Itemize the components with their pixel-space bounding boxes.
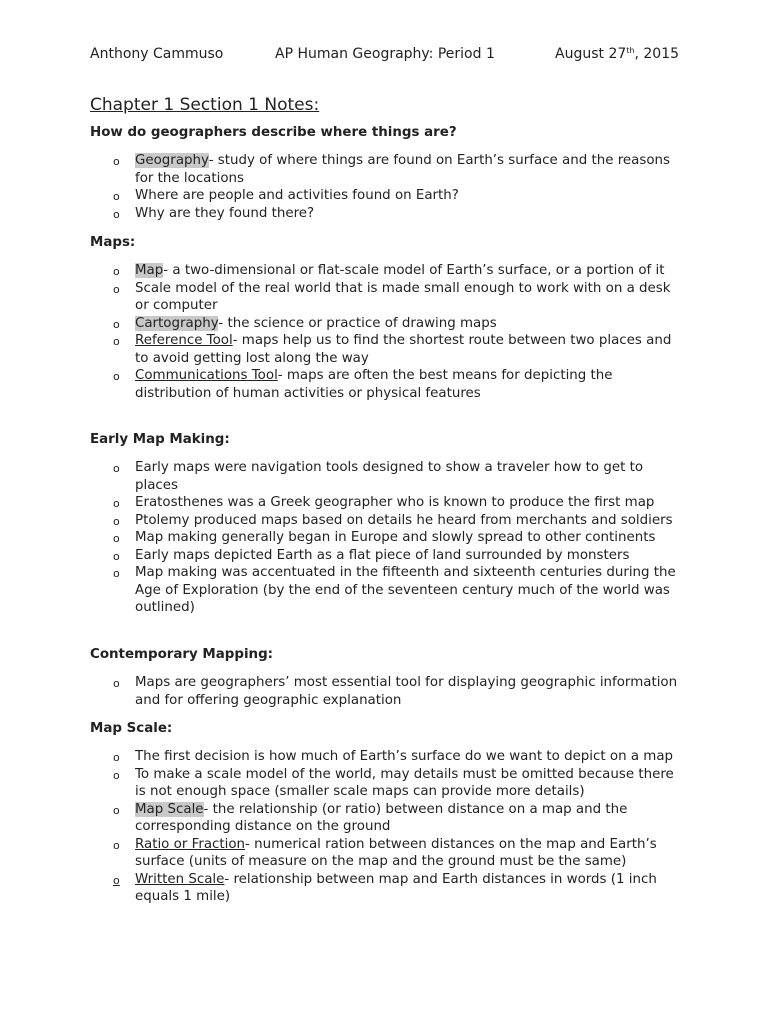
list-item — [0, 801, 768, 836]
underlined-term: Written Scale — [135, 871, 225, 887]
list-item — [0, 674, 768, 709]
bullet-icon: o — [113, 677, 120, 690]
bullet-icon: o — [113, 532, 120, 545]
date-main: August 27 — [555, 46, 627, 62]
highlighted-term: Cartography — [135, 315, 219, 331]
section-heading: Map Scale: — [90, 721, 173, 736]
list-item — [0, 367, 768, 402]
list-item — [0, 547, 768, 565]
item-text: - relationship between map and Earth distances in words (1 inch equals 1 mile) — [135, 871, 657, 904]
bullet-icon: o — [113, 838, 120, 852]
bullet-icon: o — [113, 462, 120, 475]
bullet-icon: o — [113, 768, 120, 782]
list-item — [0, 280, 768, 315]
bullet-icon: o — [113, 751, 120, 764]
section-heading: Early Map Making: — [90, 432, 230, 447]
item-text: Why are they found there? — [135, 205, 315, 221]
underlined-term: Communications Tool — [135, 368, 278, 383]
item-text: - maps help us to find the shortest route between two places and to avoid getting lost along the way — [135, 333, 672, 366]
bullet-icon: o — [113, 497, 120, 510]
list-item — [0, 494, 768, 512]
date — [555, 45, 679, 63]
item-text: Early maps depicted Earth as a flat piece of land surrounded by monsters — [135, 547, 630, 563]
bullet-icon: o — [113, 207, 120, 221]
item-text: Early maps were navigation tools designed to show a traveler how to get to places — [135, 460, 644, 493]
highlighted-term: Map Scale — [135, 801, 204, 817]
section-heading: Contemporary Mapping: — [90, 647, 274, 662]
highlighted-term: Geography — [135, 153, 209, 168]
bullet-list — [0, 262, 768, 402]
list-item — [0, 512, 768, 530]
section-heading: Maps: — [90, 235, 136, 250]
bullet-list — [0, 748, 768, 906]
highlighted-term: Map — [135, 263, 164, 278]
underlined-term: Ratio or Fraction — [135, 836, 246, 852]
page-title: Chapter 1 Section 1 Notes: — [90, 95, 320, 115]
bullet-icon: o — [113, 190, 120, 203]
list-item — [0, 315, 768, 333]
item-text: Ptolemy produced maps based on details he heard from merchants and soldiers — [135, 512, 673, 528]
item-text: To make a scale model of the world, may details must be omitted because there is not enough space (smaller scale maps can provide more details) — [135, 766, 674, 799]
bullet-icon: o — [113, 265, 120, 278]
bullet-icon: o — [113, 873, 120, 887]
item-text: - a two-dimensional or flat-scale model of Earth’s surface, or a portion of it — [163, 263, 665, 278]
item-text: - the science or practice of drawing maps — [218, 315, 497, 331]
bullet-icon: o — [113, 514, 120, 528]
bullet-list — [0, 152, 768, 222]
list-item — [0, 332, 768, 367]
list-item — [0, 187, 768, 205]
list-item — [0, 529, 768, 547]
bullet-icon: o — [113, 282, 120, 296]
author-name: Anthony Cammuso — [90, 46, 224, 62]
item-text: Maps are geographers’ most essential tool for displaying geographic information and for offering geographic explanation — [135, 675, 678, 708]
list-item — [0, 564, 768, 617]
course-name: AP Human Geography: Period 1 — [275, 46, 495, 62]
item-text: - numerical ration between distances on the map and Earth’s surface (units of measure on the map and the ground must be the same) — [135, 836, 657, 869]
date-suffix: th — [626, 46, 635, 55]
item-text: Map making generally began in Europe and slowly spread to other continents — [135, 530, 656, 545]
bullet-icon: o — [113, 567, 120, 580]
bullet-list — [0, 674, 768, 709]
list-item — [0, 836, 768, 871]
item-text: - study of where things are found on Earth’s surface and the reasons for the locations — [135, 153, 671, 186]
list-item — [0, 152, 768, 187]
item-text: The first decision is how much of Earth’s surface do we want to depict on a map — [135, 749, 674, 764]
bullet-icon: o — [113, 549, 120, 563]
bullet-icon: o — [113, 803, 120, 817]
bullet-icon: o — [113, 335, 120, 348]
bullet-list — [0, 459, 768, 617]
item-text: - the relationship (or ratio) between distance on a map and the corresponding distance on the ground — [135, 801, 628, 834]
bullet-icon: o — [113, 317, 120, 331]
item-text: - maps are often the best means for depicting the distribution of human activities or physical features — [135, 368, 613, 401]
list-item — [0, 871, 768, 906]
list-item — [0, 748, 768, 766]
list-item — [0, 262, 768, 280]
item-text: Map making was accentuated in the fifteenth and sixteenth centuries during the Age of Exploration (by the end of the seventeen century much of the world was outlined) — [135, 565, 676, 615]
list-item — [0, 459, 768, 494]
list-item — [0, 766, 768, 801]
item-text: Eratosthenes was a Greek geographer who is known to produce the first map — [135, 495, 655, 510]
list-item — [0, 205, 768, 223]
item-text: Where are people and activities found on Earth? — [135, 188, 459, 203]
underlined-term: Reference Tool — [135, 333, 233, 348]
date-year: , 2015 — [634, 46, 680, 62]
item-text: Scale model of the real world that is made small enough to work with on a desk or computer — [135, 280, 671, 313]
bullet-icon: o — [113, 155, 120, 168]
bullet-icon: o — [113, 370, 120, 383]
section-heading: How do geographers describe where things are? — [90, 125, 457, 140]
